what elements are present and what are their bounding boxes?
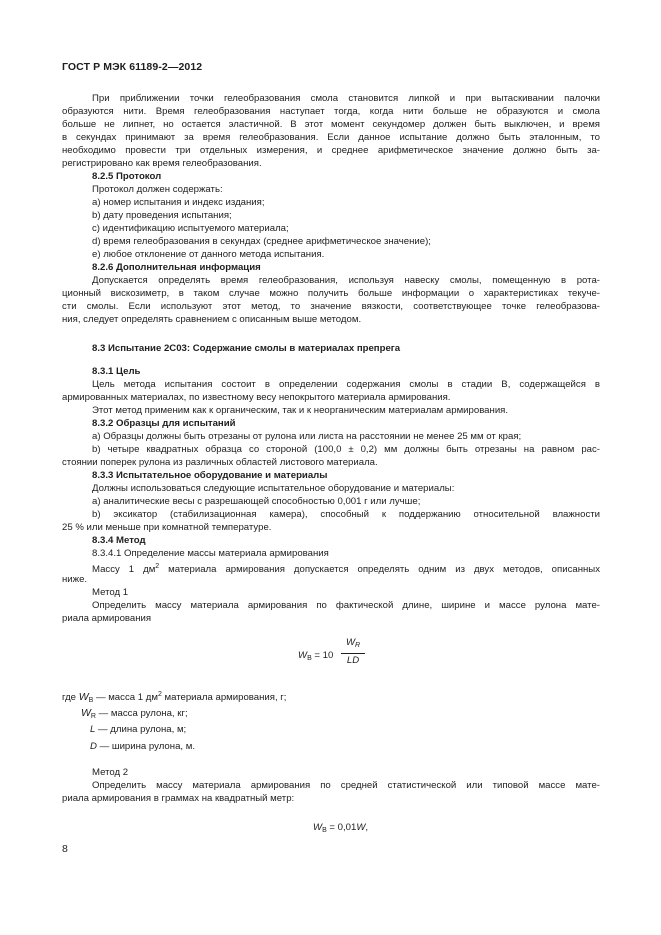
where-line-wr: $W_R$ — масса рулона, кг; [81,707,188,720]
method-title: Метод 1 [92,587,129,598]
text-line: ния, следует определять сравнением с описанным выше методом. [62,314,362,325]
section-heading: 8.3 Испытание 2C03: Содержание смолы в материалах препрега [92,343,401,354]
text-line: сти смолы. Если используют этот метод, то значение вязкости, соответствующее точке гелеобразова- [62,301,600,312]
text-line: При приближении точки гелеобразования смола становится липкой и при вытаскивании палочки [92,93,600,104]
list-item: d) время гелеобразования в секундах (среднее арифметическое значение); [92,236,431,247]
text-line: Цель метода испытания состоит в определении содержания смолы в стадии B, содержащейся в [92,379,600,390]
section-heading: 8.3.4 Метод [92,535,146,546]
page-number: 8 [62,843,68,855]
list-item: a) Образцы должны быть отрезаны от рулона или листа на расстоянии не менее 25 мм от края; [92,431,522,442]
list-item: e) любое отклонение от данного метода испытания. [92,249,325,260]
subsection-heading: 8.3.4.1 Определение массы материала армирования [92,548,329,559]
method-title: Метод 2 [92,767,129,778]
text-line: риала армирования [62,613,152,624]
text-line: Массу 1 $дм^2$ материала армирования допускается определять одним из двух методов, описанных [92,563,600,575]
text-line: риала армирования в граммах на квадратный метр: [62,793,295,804]
text-line: стоянии поперек рулона из различных областей листового материала. [62,457,378,468]
list-item: a) номер испытания и индекс издания; [92,197,265,208]
text-line: армированных материалах, по известному весу непокрытого материала армирования. [62,392,451,403]
fraction-denominator: LD [346,655,360,666]
text-line: Определить массу материала армирования по средней статистической или типовой массе мате- [92,780,600,791]
where-line-d: D — ширина рулона, м. [90,741,195,752]
list-item: c) идентификацию испытуемого материала; [92,223,289,234]
text-line: ционный вискозиметр, в таком случае можно получить больше информации о характеристиках текуче- [62,288,600,299]
text-line: Определить массу материала армирования по фактической длине, ширине и массе рулона мате- [92,600,600,611]
text-line: Протокол должен содержать: [92,184,223,195]
section-heading: 8.3.3 Испытательное оборудование и материалы [92,470,328,481]
document-header: ГОСТ Р МЭК 61189-2—2012 [62,61,203,73]
text-line: Должны использоваться следующие испытательное оборудование и материалы: [92,483,455,494]
text-line: регистрировано как время гелеобразования. [62,158,262,169]
list-item: b) эксикатор (стабилизационная камера), способный к поддержанию относительной влажности [92,509,600,520]
section-heading: 8.2.6 Дополнительная информация [92,262,261,273]
text-line: больше не липнет, но остается эластичной. В этот момент секундомер должен быть выключен, и время [62,119,600,130]
list-item: b) дату проведения испытания; [92,210,232,221]
text-line: Допускается определять время гелеобразования, используя навеску смолы, помещенную в рота- [92,275,600,286]
section-heading: 8.3.1 Цель [92,366,141,377]
fraction-bar [341,653,365,654]
formula-fraction [341,637,365,667]
text-line: образуются нити. Время гелеобразования наступает тогда, когда нити больше не образуются и смола [62,106,600,117]
text-line: ниже. [62,574,88,585]
section-heading: 8.2.5 Протокол [92,171,162,182]
text-line: необходимо провести три отдельных измерения, и среднее арифметическое значение должно быть за- [62,145,600,156]
formula-2: $W_B = 0,01W$, [313,822,369,834]
text-line: Этот метод применим как к органическим, так и к неорганическим материалам армирования. [92,405,509,416]
fraction-numerator: $W_R$ [345,637,361,649]
list-item: a) аналитические весы с разрешающей способностью 0,001 г или лучше; [92,496,421,507]
text-line: 25 % или меньше при комнатной температуре. [62,522,272,533]
where-line-wb: где $W_B$ — масса 1 $дм^2$ материала армирования, г; [62,691,287,704]
list-item: b) четыре квадратных образца со стороной (100,0 ± 0,2) мм должны быть отрезаны на равном рас- [92,444,600,455]
text-line: в секундах принимают за время гелеобразования. Если данное испытание должно быть эталонным, то [62,132,600,143]
formula-lhs: $W_B = 10$ [298,650,334,662]
section-heading: 8.3.2 Образцы для испытаний [92,418,236,429]
where-line-l: L — длина рулона, м; [90,724,187,735]
